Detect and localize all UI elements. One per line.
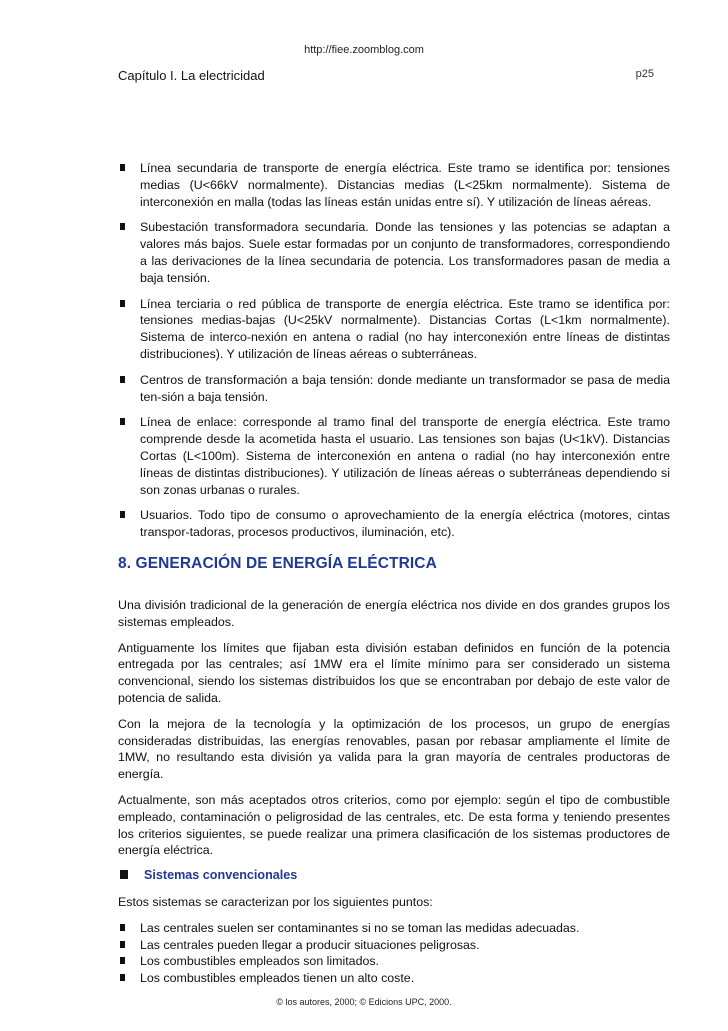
list-item	[118, 414, 670, 498]
list-item	[118, 507, 670, 541]
page-number: p25	[635, 68, 654, 80]
list-item-text: Línea de enlace: corresponde al tramo final del transporte de energía eléctrica. Este tramo comprende desde la acometida hasta el usuario. Las tensiones son bajas (U<1kV). Distancias Cortas (L<100m). Sistema de interconexión en antena o radial (no hay interconexión entre líneas de distintas distribuciones). Y utilización de líneas aéreas o subterráneas dependiendo si son zonas urbanas o rurales.	[140, 415, 670, 497]
section-heading: 8. GENERACIÓN DE ENERGÍA ELÉCTRICA	[118, 555, 437, 572]
list-item-text: Centros de transformación a baja tensión: donde mediante un transformador se pasa de media ten-sión a baja tensión.	[140, 372, 670, 404]
list-item-text: Las centrales suelen ser contaminantes si no se toman las medidas adecuadas.	[140, 920, 580, 935]
bullet-square-icon	[120, 164, 125, 171]
bullet-square-icon	[120, 974, 125, 981]
subheading	[118, 868, 670, 882]
bullet-square-icon	[120, 376, 125, 383]
list-item	[118, 372, 670, 406]
section-body	[118, 597, 670, 986]
list-item-text: Las centrales pueden llegar a producir situaciones peligrosas.	[140, 937, 480, 952]
running-header	[118, 68, 654, 86]
list-item-text: Subestación transformadora secundaria. Donde las tensiones y las potencias se adaptan a valores más bajos. Suele estar formadas por un conjunto de transformadores, correspondiendo a las derivaciones de la línea secundaria de potencia. Los transformadores pasan de media a baja tensión.	[140, 220, 670, 285]
paragraph: Con la mejora de la tecnología y la optimización de los procesos, un grupo de energías consideradas distribuidas, las energías renovables, pasan por rebasar ampliamente el límite de 1MW, no resultando esta división ya valida para la gran mayoría de centrales productoras de energía.	[118, 716, 670, 782]
bullet-square-icon	[120, 300, 125, 307]
bullet-square-icon	[120, 511, 125, 518]
list-item	[118, 953, 670, 970]
paragraph: Actualmente, son más aceptados otros criterios, como por ejemplo: según el tipo de combustible empleado, contaminación o peligrosidad de las centrales, etc. De esta forma y teniendo presentes los criterios siguientes, se puede realizar una primera clasificación de los sistemas productores de energía eléctrica.	[118, 792, 670, 858]
list-item	[118, 937, 670, 954]
list-item	[118, 970, 670, 987]
list-item-text: Usuarios. Todo tipo de consumo o aprovechamiento de la energía eléctrica (motores, cintas transpor-tadoras, procesos productivos, iluminación, etc).	[140, 508, 670, 540]
source-url: http://fiee.zoomblog.com	[304, 44, 424, 56]
paragraph: Una división tradicional de la generación de energía eléctrica nos divide en dos grandes grupos los sistemas empleados.	[118, 598, 670, 629]
list-item-text: Línea secundaria de transporte de energía eléctrica. Este tramo se identifica por: tensiones medias (U<66kV normalmente). Distancias medias (L<25km normalmente). Sistema de interconexión en malla (todas las líneas están unidas entre sí). Y utilización de líneas aéreas.	[140, 161, 670, 209]
chapter-title: Capítulo I. La electricidad	[118, 68, 265, 83]
bullet-list-conventional	[118, 920, 670, 986]
bullet-square-icon	[120, 957, 125, 964]
list-item	[118, 296, 670, 363]
bullet-square-icon	[120, 418, 125, 425]
list-item-text: Línea terciaria o red pública de transporte de energía eléctrica. Este tramo se identifica por: tensiones medias-bajas (U<25kV normalmente). Distancias Cortas (L<1km normalmente). Sistema de interco-nexión en antena o radial (no hay interconexión entre líneas de distintas distribuciones). Y utilización de líneas aéreas o subterráneas.	[140, 296, 670, 361]
subheading-text: Sistemas convencionales	[144, 868, 298, 883]
paragraph: Antiguamente los límites que fijaban esta división estaban definidos en función de la potencia entregada por las centrales; así 1MW era el límite mínimo para ser considerado un sistema convencional, siendo los sistemas distribuidos los que se encontraban por debajo de este valor de potencia de salida.	[118, 640, 670, 705]
list-item	[118, 219, 670, 286]
list-item-text: Los combustibles empleados son limitados.	[140, 954, 379, 969]
list-item	[118, 160, 670, 210]
copyright-footer: © los autores, 2000; © Edicions UPC, 2000.	[276, 997, 452, 1007]
bullet-list-transport	[118, 160, 670, 550]
bullet-square-icon	[120, 870, 128, 879]
list-item	[118, 920, 670, 937]
paragraph: Estos sistemas se caracterizan por los siguientes puntos:	[118, 895, 433, 910]
bullet-square-icon	[120, 924, 125, 931]
bullet-square-icon	[120, 223, 125, 230]
bullet-square-icon	[120, 941, 125, 948]
list-item-text: Los combustibles empleados tienen un alto coste.	[140, 970, 415, 985]
